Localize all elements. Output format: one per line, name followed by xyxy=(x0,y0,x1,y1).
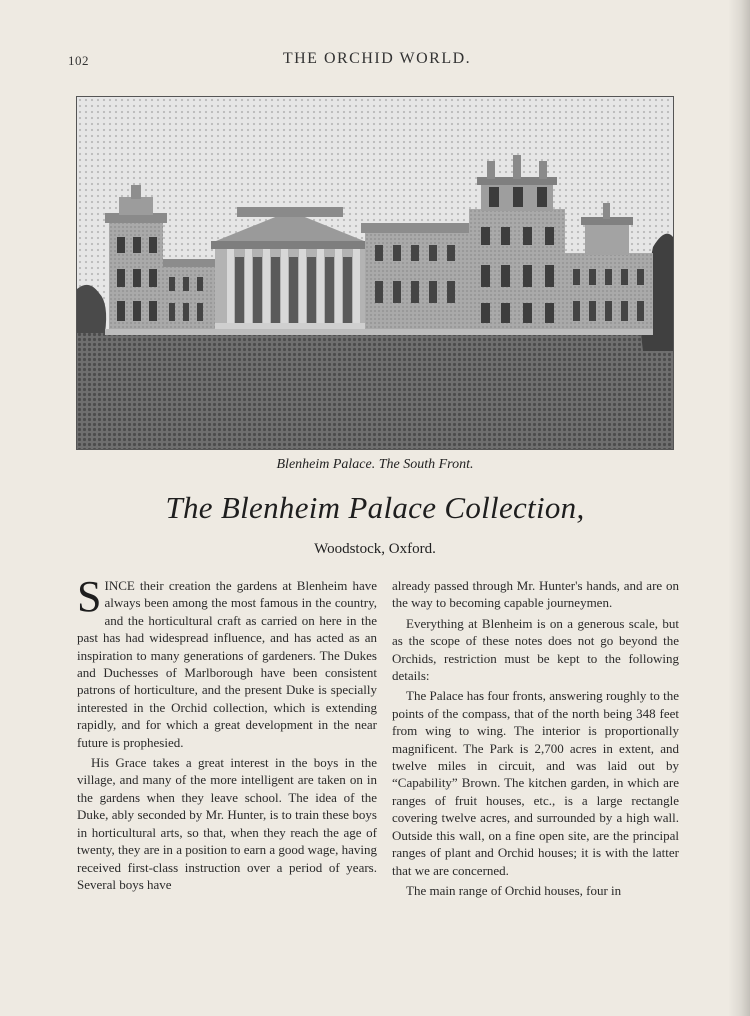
right-tower xyxy=(469,155,565,333)
paragraph: Everything at Blenheim is on a generous scale, but as the scope of these notes does not go beyond the Orchids, restriction must be kept to the following details: xyxy=(392,615,679,684)
article-title: The Blenheim Palace Collection, xyxy=(165,490,585,525)
paragraph: already passed through Mr. Hunter's hands, and are on the way to becoming capable journeymen. xyxy=(392,578,679,611)
paragraph-text: INCE their creation the gardens at Blenheim have always been among the most famous in the country, and the horticultural craft as carried on here in the past has had widespread influence, and has acted as an inspiration to many generations of gardeners. The Dukes and Duchesses of Marlborough have been consistent patrons of horticulture, and the present Duke is specially interested in the Orchid collection, which is extending rapidly, and for which a great development in the near future is prophesied. xyxy=(77,578,377,750)
paragraph xyxy=(77,572,377,751)
page-number: 102 xyxy=(68,53,89,68)
running-head xyxy=(62,50,692,70)
paragraph: His Grace takes a great interest in the boys in the village, and many of the more intelligent are taken on in the gardens when they leave school. The idea of the Duke, ably seconded by Mr. Hunter, is to train these boys in horticultural arts, so that, when they reach the age of twenty, they are in a position to earn a good wage, having received first-class instruction over a period of years. Several boys have xyxy=(77,755,377,892)
palace-photograph xyxy=(76,96,674,450)
left-column xyxy=(77,572,377,896)
paragraph: The Palace has four fronts, answering roughly to the points of the compass, that of the north being 348 feet from wing to wing. The interior is proportionally magnificent. The Park is 2,700 acres in extent, and twelve miles in circuit, and was laid out by “Capability” Brown. The kitchen garden, in which are ranges of fruit houses, etc., is a large rectangle covering twelve acres, and surrounded by a high wall. Outside this wall, on a fine open site, are the principal ranges of plant and Orchid houses; it is with the latter that we are concerned. xyxy=(392,688,679,878)
right-column xyxy=(392,577,679,902)
journal-title: THE ORCHID WORLD. xyxy=(282,50,472,67)
photo-caption: Blenheim Palace. The South Front. xyxy=(276,457,474,472)
article-location: Woodstock, Oxford. xyxy=(314,541,436,557)
drop-cap: S xyxy=(77,572,102,621)
paragraph: The main range of Orchid houses, four in xyxy=(406,882,622,898)
